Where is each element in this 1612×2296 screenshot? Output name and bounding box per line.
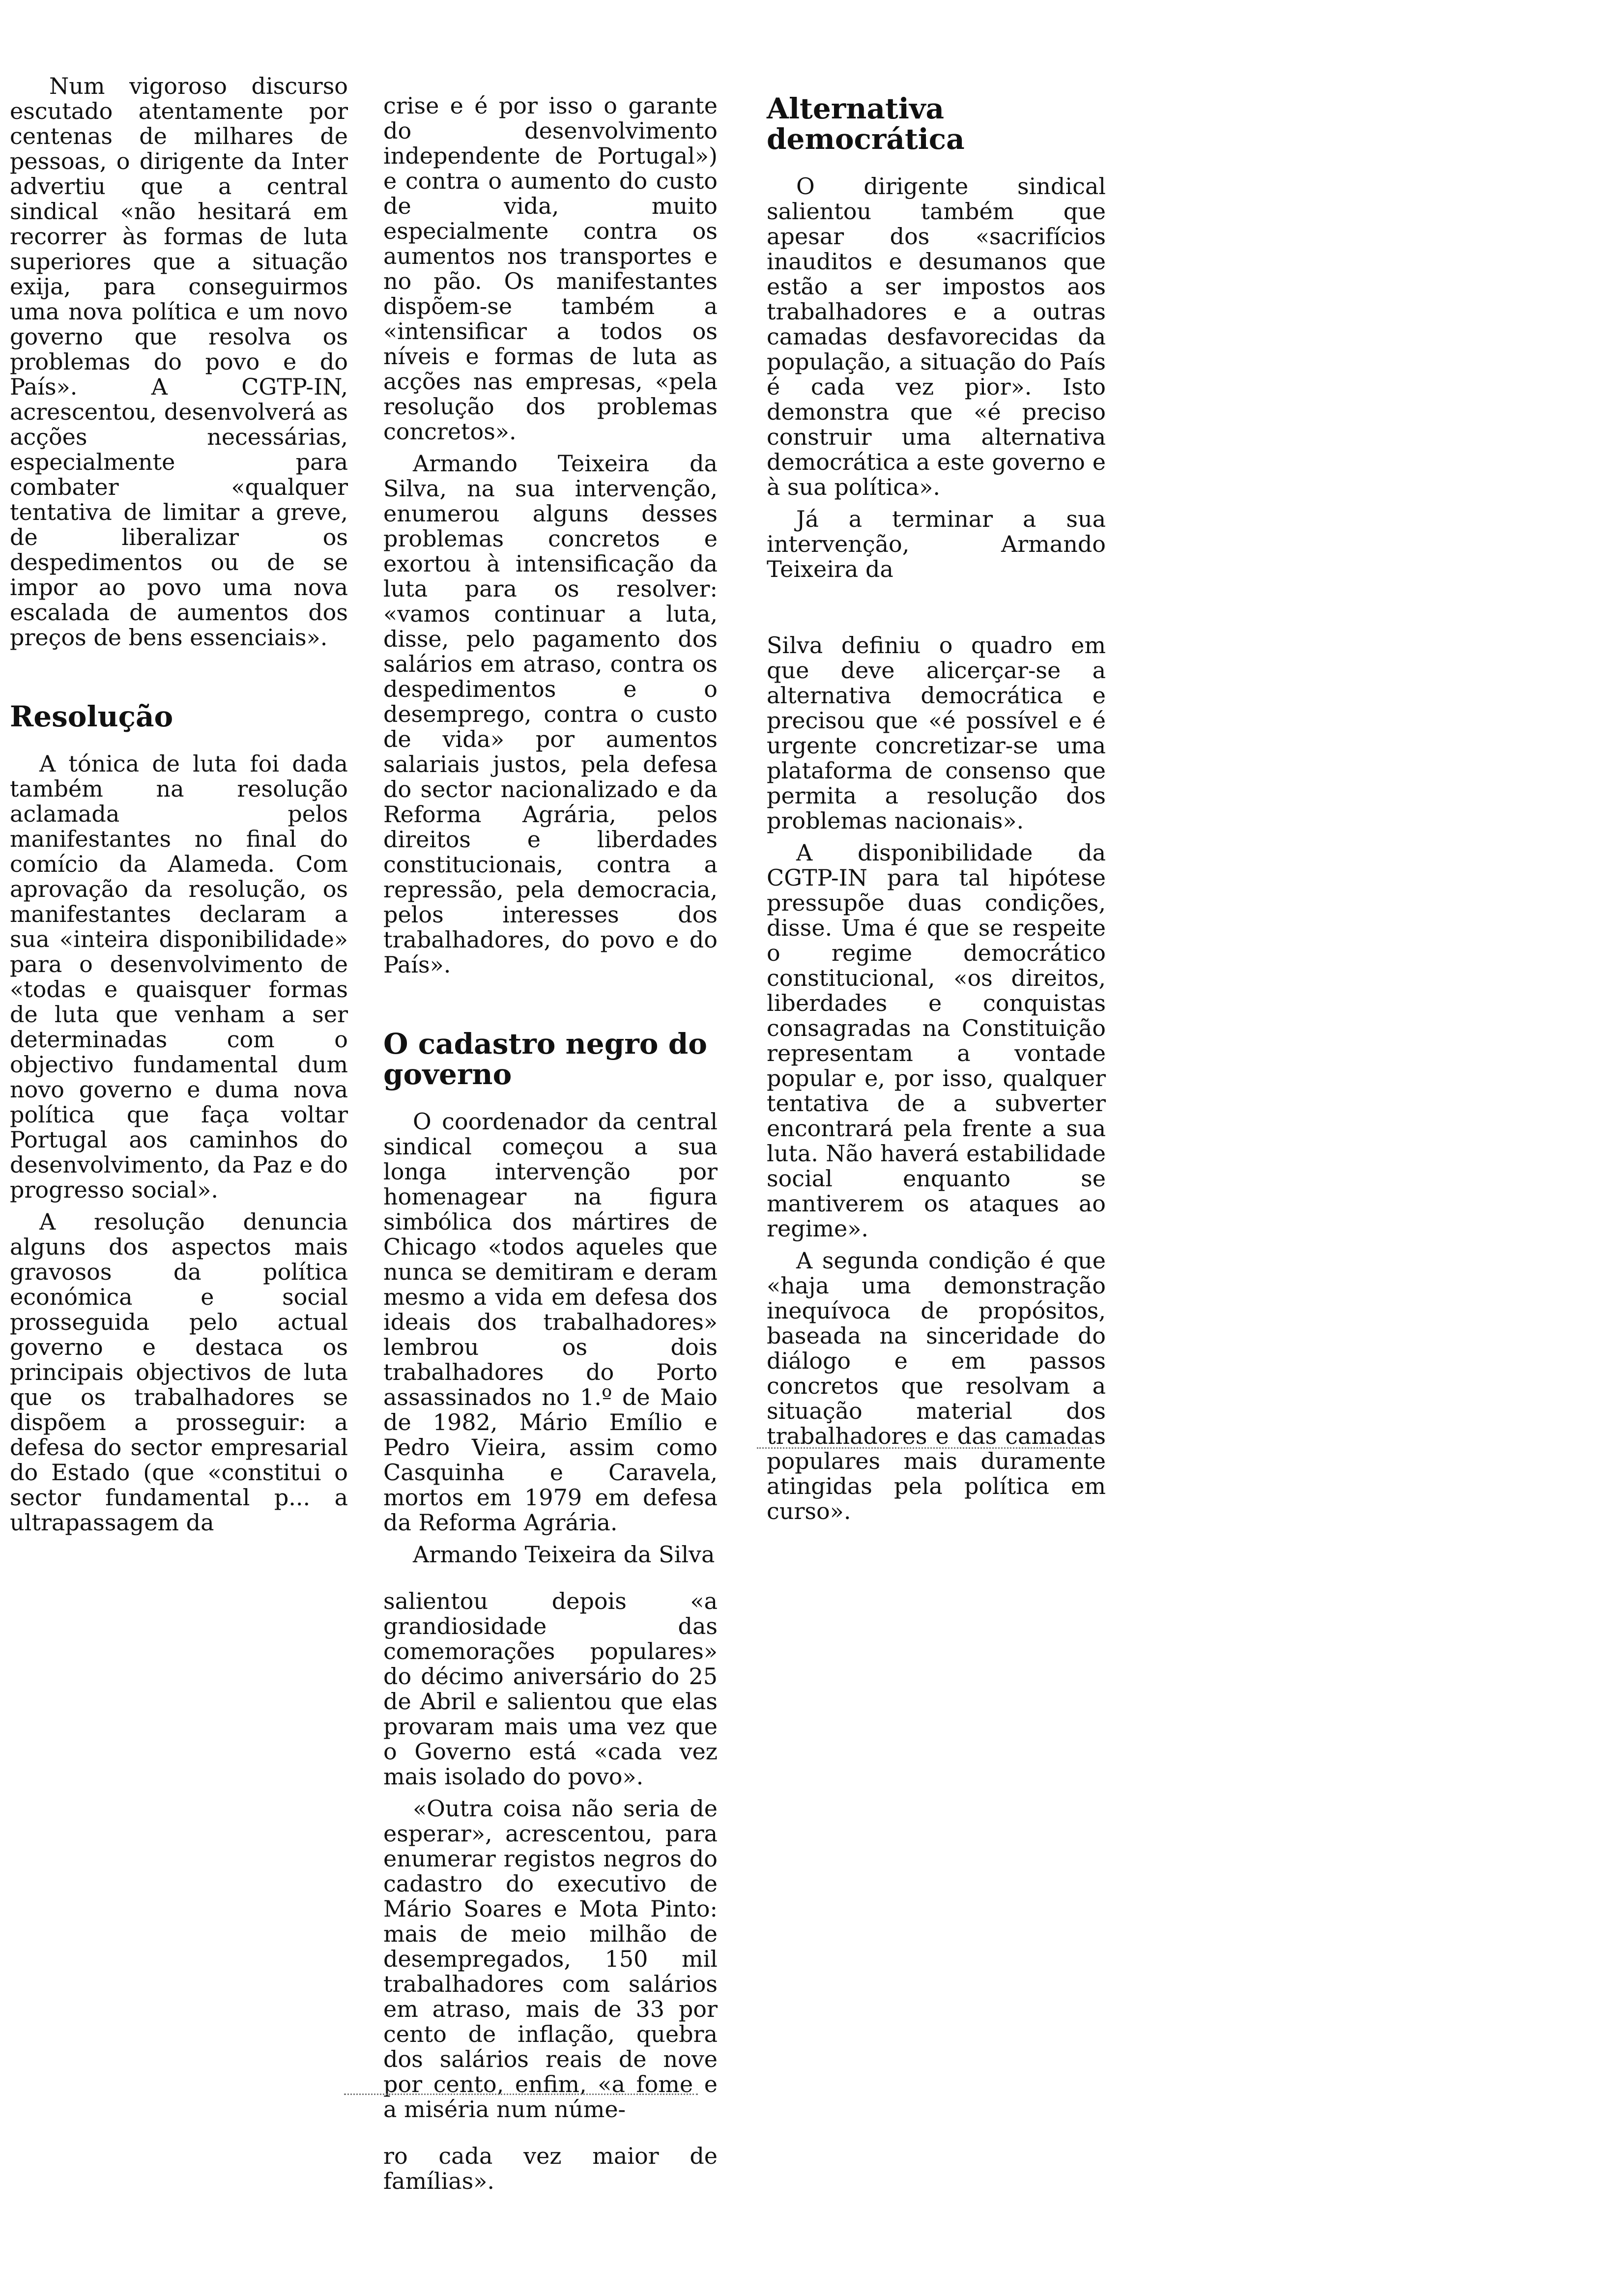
- col2-paragraph-1: crise e é por isso o garante do desenvolvimento independente de Portugal») e contra o aumento do custo de vida, muito especialmente contra os aumentos nos transportes e no pão. Os manifestantes dispõem-se também a «intensificar a todos os níveis e formas de luta as acções nas empresas, «pela resolução dos problemas concretos».: [383, 92, 718, 445]
- col2-paragraph-2: Armando Teixeira da Silva, na sua intervenção, enumerou alguns desses problemas concretos e exortou à intensificação da luta para os resolver: «vamos continuar a luta, disse, pelo pagamento dos salários em atraso, contra os despedimentos e o desemprego, contra o custo de vida» por aumentos salariais justos, pela defesa do sector nacionalizado e da Reforma Agrária, pelos direitos e liberdades constitucionais, contra a repressão, pela democracia, pelos interesses dos trabalhadores, do povo e do País».: [383, 450, 718, 978]
- col3-paragraph-4: A disponibilidade da CGTP-IN para tal hipótese pressupõe duas condições, disse. Uma é que se respeite o regime democrático constitucional, «os direitos, liberdades e conquistas consagradas na Constituição representam a vontade popular e, por isso, qualquer tentativa de a subverter encontrará pela frente a sua luta. Não haverá estabilidade social enquanto se mantiverem os ataques ao regime».: [767, 839, 1106, 1242]
- heading-cadastro-negro: O cadastro negro do governo: [383, 1027, 707, 1091]
- col2-paragraph-5: salientou depois «a grandiosidade das comemorações populares» do décimo aniversário do 25 de Abril e salientou que elas provaram mais uma vez que o Governo está «cada vez mais isolado do povo».: [383, 1588, 718, 1790]
- col1-paragraph-1: Num vigoroso discurso escutado atentamente por centenas de milhares de pessoas, o dirigente da Inter advertiu que a central sindical «não hesitará em recorrer às formas de luta superiores que a situação exija, para conseguirmos uma nova política e um novo governo que resolva os problemas do povo e do País». A CGTP-IN, acrescentou, desenvolverá as acções necessárias, especialmente para combater «qualquer tentativa de limitar a greve, de liberalizar os despedimentos ou de se impor ao povo uma nova escalada de aumentos dos preços de bens essenciais».: [10, 73, 348, 651]
- column-3: [767, 93, 1106, 1531]
- col2-paragraph-3: O coordenador da central sindical começou a sua longa intervenção por homenagear na figura simbólica dos mártires de Chicago «todos aqueles que nunca se demitiram e deram mesmo a vida em defesa dos ideais dos trabalhadores» lembrou os dois trabalhadores do Porto assassinados no 1.º de Maio de 1982, Mário Emílio e Pedro Vieira, assim como Casquinha e Caravela, mortos em 1979 em defesa da Reforma Agrária.: [383, 1108, 718, 1536]
- col2-paragraph-7: ro cada vez maior de famílias».: [383, 2143, 718, 2194]
- col1-paragraph-2: A tónica de luta foi dada também na resolução aclamada pelos manifestantes no final do comício da Alameda. Com aprovação da resolução, os manifestantes declaram a sua «inteira disponibilidade» para o desenvolvimento de «todas e quaisquer formas de luta que venham a ser determinadas com o objectivo fundamental dum novo governo e duma nova política que faça voltar Portugal aos caminhos do desenvolvimento, da Paz e do progresso social».: [10, 750, 348, 1203]
- col3-paragraph-3: Silva definiu o quadro em que deve alicerçar-se a alternativa democrática e precisou que «é possível e é urgente concretizar-se uma plataforma de consenso que permita a resolução dos problemas nacionais».: [767, 632, 1106, 834]
- col2-paragraph-4: Armando Teixeira da Silva: [413, 1541, 715, 1568]
- col3-paragraph-5: A segunda condição é que «haja uma demonstração inequívoca de propósitos, baseada na sinceridade do diálogo e em passos concretos que resolvam a situação material dos trabalhadores e das camadas populares mais duramente atingidas pela política em curso».: [767, 1247, 1106, 1524]
- col3-paragraph-2: Já a terminar a sua intervenção, Armando Teixeira da: [767, 506, 1106, 582]
- col3-paragraph-1: O dirigente sindical salientou também que apesar dos «sacrifícios inauditos e desumanos que estão a ser impostos aos trabalhadores e a outras camadas desfavorecidas da população, a situação do País é cada vez pior». Isto demonstra que «é preciso construir uma alternativa democrática a este governo e à sua política».: [767, 173, 1106, 500]
- heading-resolucao: Resolução: [10, 700, 173, 733]
- scan-speckle-line: [344, 2094, 698, 2095]
- column-1: [10, 74, 348, 1542]
- heading-alternativa-democratica: Alternativa democrática: [767, 92, 965, 156]
- col2-paragraph-6: «Outra coisa não seria de esperar», acrescentou, para enumerar registos negros do cadastro do executivo de Mário Soares e Mota Pinto: mais de meio milhão de desempregados, 150 mil trabalhadores com salários em atraso, mais de 33 por cento de inflação, quebra dos salários reais de nove por cento, enfim, «a fome e a miséria num núme-: [383, 1795, 718, 2123]
- col1-paragraph-3: A resolução denuncia alguns dos aspectos mais gravosos da política económica e social prosseguida pelo actual governo e destaca os principais objectivos de luta que os trabalhadores se dispõem a prosseguir: a defesa do sector empresarial do Estado (que «constitui o sector fundamental p... a ultrapassagem da: [10, 1208, 348, 1536]
- scan-speckle-line: [757, 1447, 1091, 1449]
- column-2: [383, 93, 718, 2201]
